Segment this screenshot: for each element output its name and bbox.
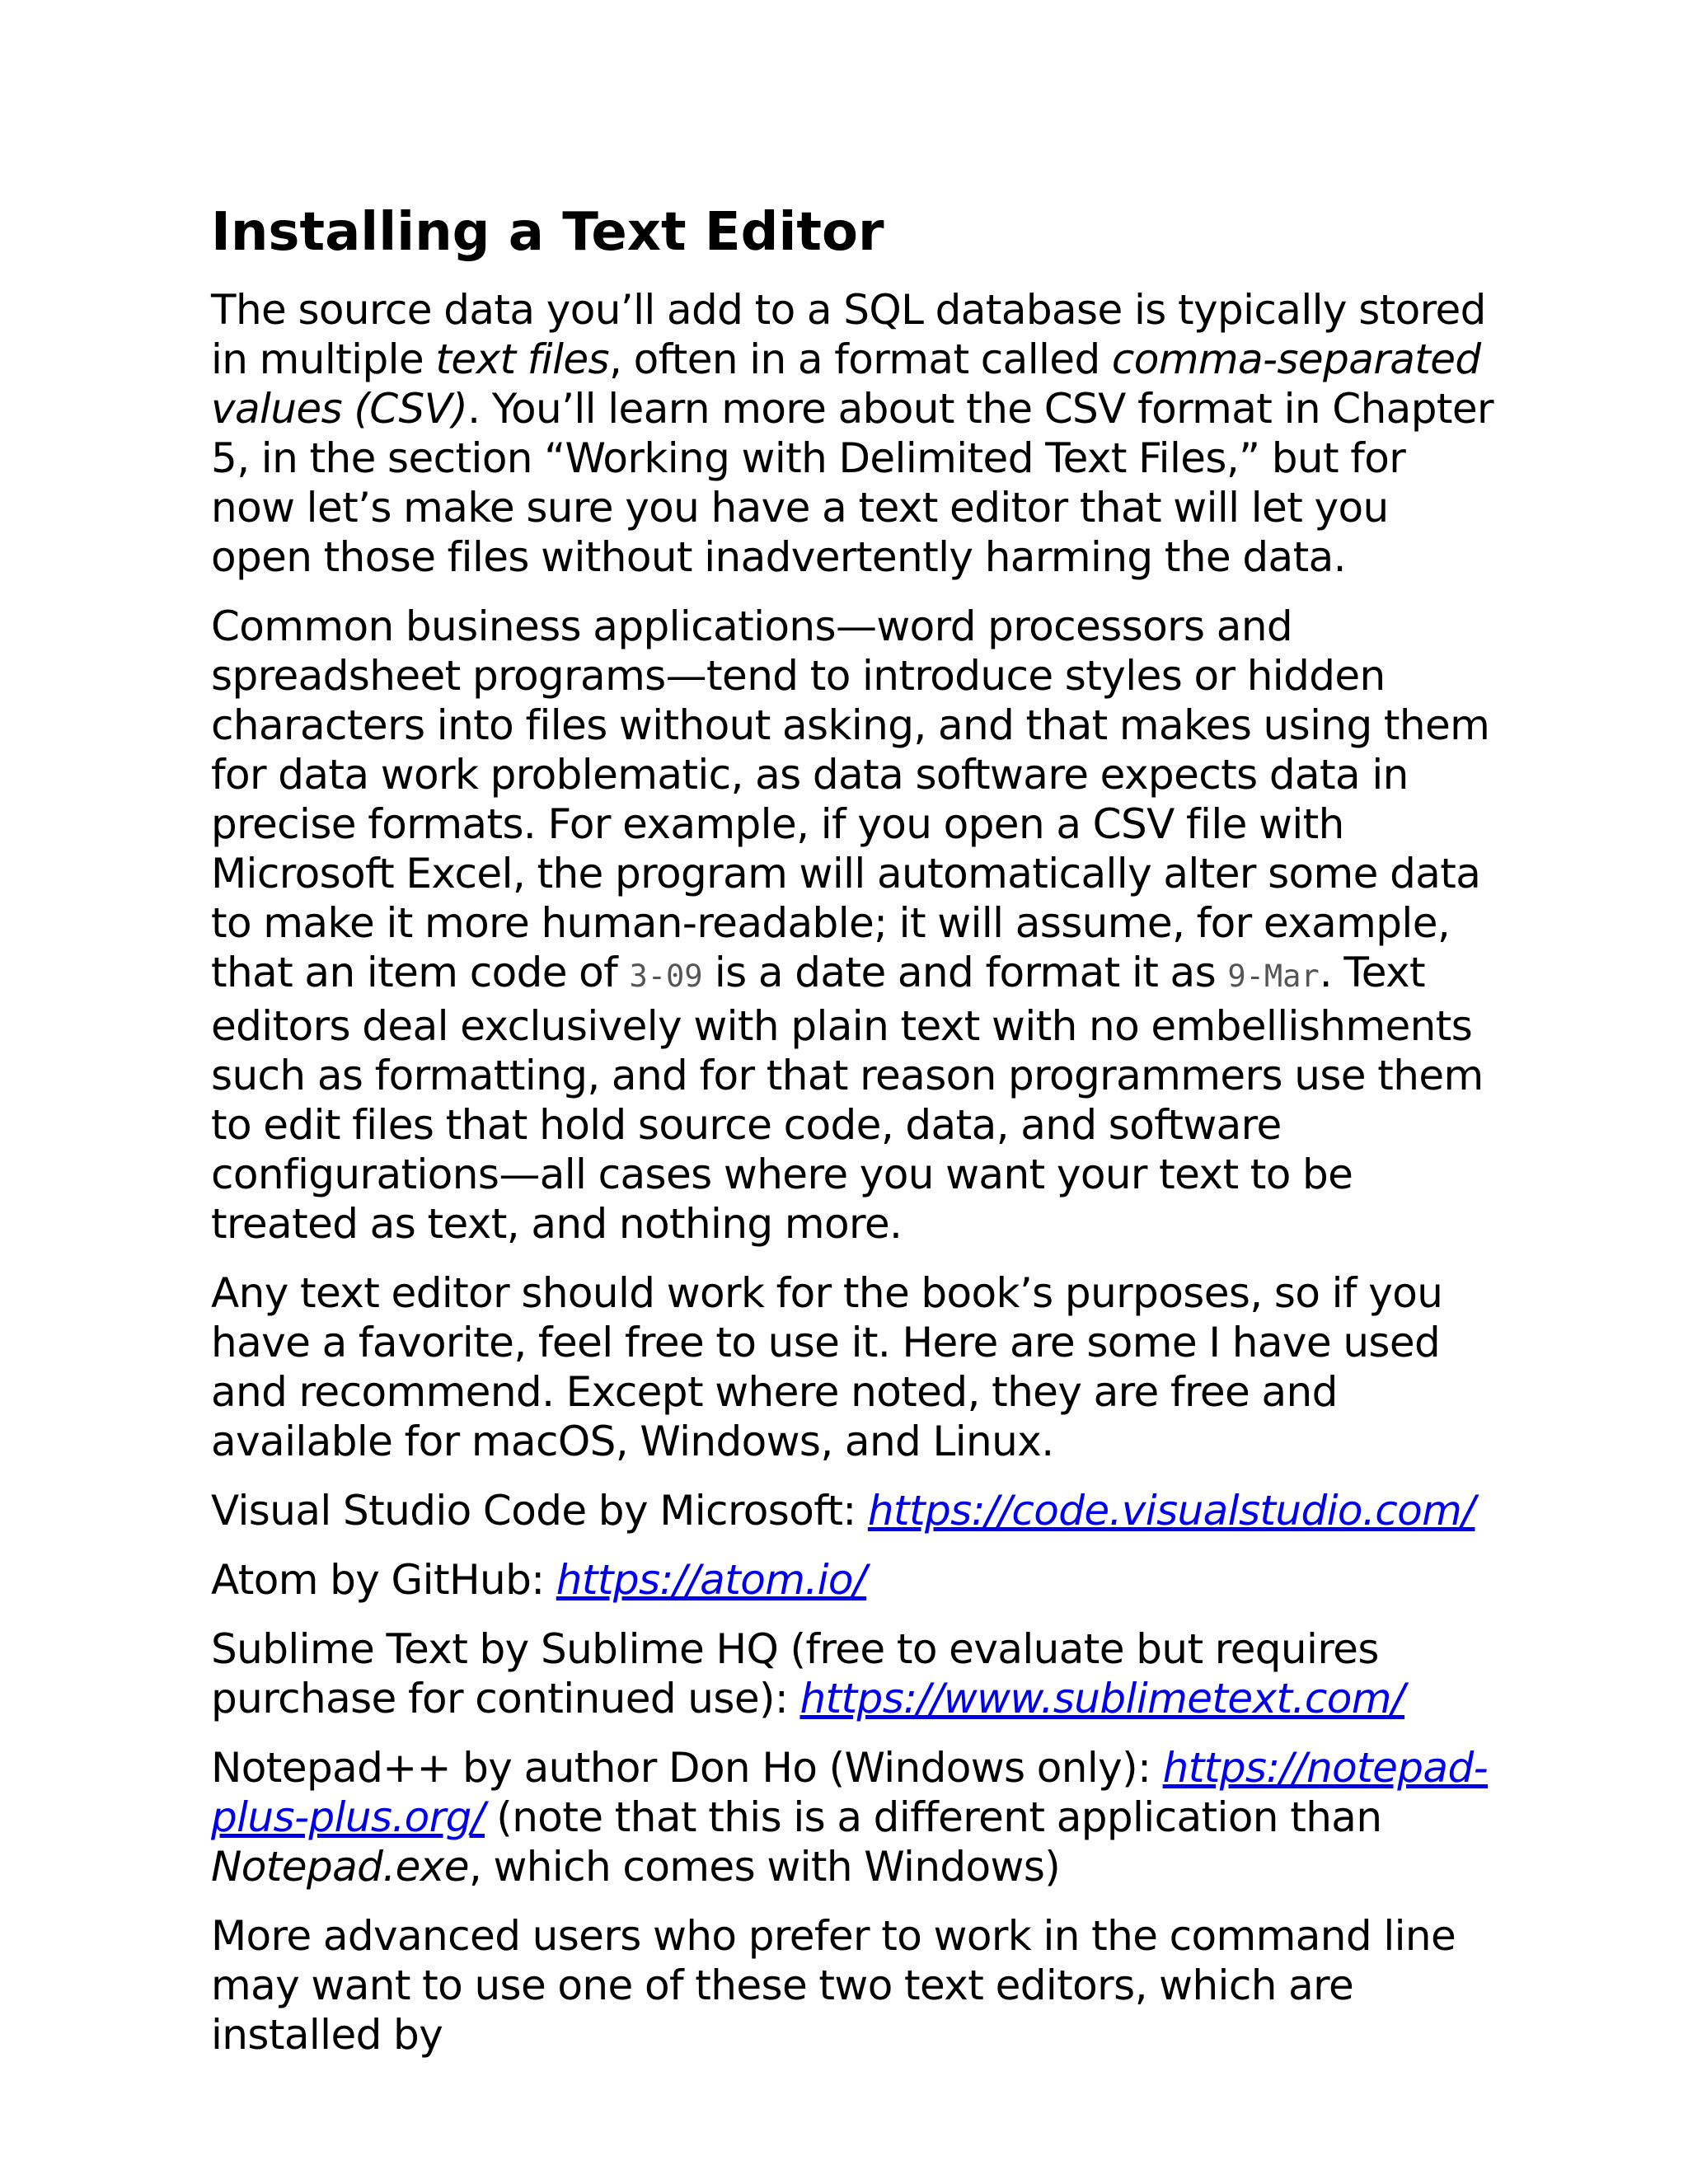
sublime-label: Sublime Text by Sublime HQ (free to evaluate but requires purchase for continued use): <box>211 1625 1379 1722</box>
business-text-3: . Text editors deal exclusively with plain text with no embellishments such as formatting, and for that reason programmers use them to edit files that hold source code, data, and software configurations—all cases where you want your text to be treated as text, and nothing more. <box>211 949 1484 1248</box>
item-code-example: 3-09 <box>629 958 703 994</box>
atom-link[interactable]: https://atom.io/ <box>556 1556 867 1604</box>
sublime-link[interactable]: https://www.sublimetext.com/ <box>799 1675 1405 1722</box>
editor-item-notepadpp <box>211 1743 1497 1891</box>
business-apps-paragraph <box>211 602 1497 1249</box>
intro-paragraph <box>211 285 1497 582</box>
notepadpp-link[interactable]: https://notepad-plus-plus.org/ <box>211 1744 1489 1841</box>
section-heading: Installing a Text Editor <box>211 202 884 263</box>
vscode-label: Visual Studio Code by Microsoft: <box>211 1487 868 1535</box>
business-text-2: is a date and format it as <box>702 949 1228 996</box>
intro-text-2: , often in a format called <box>609 335 1112 383</box>
editor-item-sublime <box>211 1624 1497 1723</box>
notepadpp-note-2: , which comes with Windows) <box>468 1843 1061 1891</box>
document-page <box>211 198 1497 2079</box>
editor-recommendation-paragraph: Any text editor should work for the book’s purposes, so if you have a favorite, feel free to use it. Here are some I have used and recommend. Except where noted, they are free and available for macOS, Windows, and Linux. <box>211 1269 1443 1465</box>
notepad-exe-term: Notepad.exe <box>211 1843 469 1891</box>
business-text-1: Common business applications—word processors and spreadsheet programs—tend to introduce styles or hidden characters into files without asking, and that makes using them for data work problematic, as data software expects data in precise formats. For example, if you open a CSV file with Microsoft Excel, the program will automatically alter some data to make it more human-readable; it will assume, for example, that an item code of <box>211 602 1490 996</box>
notepadpp-note-1: (note that this is a different application than <box>485 1793 1382 1841</box>
date-format-example: 9-Mar <box>1227 958 1320 994</box>
term-text-files: text files <box>435 335 609 383</box>
editor-item-atom <box>211 1555 1497 1605</box>
intro-text-1: The source data you’ll add to a SQL database is typically stored in multiple <box>211 286 1486 383</box>
vscode-link[interactable]: https://code.visualstudio.com/ <box>867 1487 1475 1535</box>
term-csv: comma-separated values (CSV) <box>211 335 1481 433</box>
editor-item-vscode <box>211 1486 1497 1535</box>
command-line-paragraph: More advanced users who prefer to work in the command line may want to use one of these two text editors, which are installed by <box>211 1912 1456 2059</box>
intro-text-3: . You’ll learn more about the CSV format in Chapter 5, in the section “Working with Delimited Text Files,” but for now let’s make sure you have a text editor that will let you open those files without inadvertently harming the data. <box>211 385 1493 581</box>
notepadpp-label: Notepad++ by author Don Ho (Windows only): <box>211 1744 1163 1792</box>
atom-label: Atom by GitHub: <box>211 1556 556 1604</box>
